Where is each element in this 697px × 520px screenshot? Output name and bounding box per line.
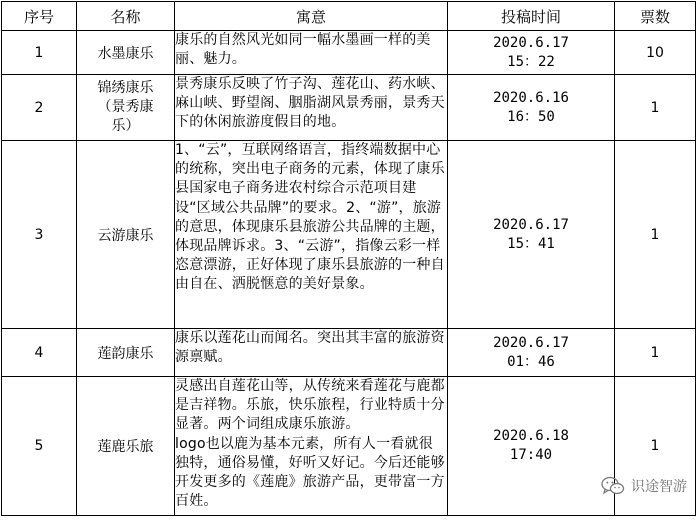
header-meaning: 寓意 bbox=[175, 2, 448, 31]
table-row bbox=[2, 377, 696, 516]
header-row bbox=[2, 2, 696, 31]
row-votes: 10 bbox=[615, 31, 696, 75]
row-time bbox=[448, 329, 615, 377]
row-time-text: 2020.6.17 01：46 bbox=[493, 334, 569, 370]
row-meaning: 康乐以莲花山而闻名。突出其丰富的旅游资源禀赋。 bbox=[175, 329, 448, 377]
header-num: 序号 bbox=[2, 2, 77, 31]
row-name: 莲韵康乐 bbox=[77, 329, 175, 377]
row-meaning bbox=[175, 377, 448, 516]
row-meaning-text: 灵感出自莲花山等，从传统来看莲花与鹿都是吉祥物。乐旅，快乐旅程，行业特质十分显著。两个词组成康乐旅游。 logo也以鹿为基本元素，所有人一看就很独特，通俗易懂，好听又好记。今后还能够开发更多的《莲鹿》旅游产品，更带富一方百姓。 bbox=[175, 378, 445, 510]
table-row bbox=[2, 31, 696, 75]
row-name-text: 锦绣康乐 （景秀康 乐） bbox=[97, 80, 154, 134]
row-meaning: 景秀康乐反映了竹子沟、莲花山、药水峡、麻山峡、野望阁、胭脂湖风景秀丽，景秀天下的休闲旅游度假目的地。 bbox=[175, 75, 448, 141]
row-name bbox=[77, 75, 175, 141]
table-row bbox=[2, 329, 696, 377]
row-time bbox=[448, 31, 615, 75]
table-row bbox=[2, 75, 696, 141]
header-votes: 票数 bbox=[615, 2, 696, 31]
header-name: 名称 bbox=[77, 2, 175, 31]
row-num: 2 bbox=[2, 75, 77, 141]
wechat-icon bbox=[601, 476, 625, 496]
row-num: 3 bbox=[2, 141, 77, 329]
row-name: 云游康乐 bbox=[77, 141, 175, 329]
table-row bbox=[2, 141, 696, 329]
row-meaning: 1、“云”，互联网络语言，指终端数据中心的统称，突出电子商务的元素，体现了康乐县国家电子商务进农村综合示范项目建设“区域公共品牌”的要求。2、“游”，旅游的意思，体现康乐县旅游公共品牌的主题，体现品牌诉求。3、“云游”，指像云彩一样恣意漂游，正好体现了康乐县旅游的一种自由自在、洒脱惬意的美好景象。 bbox=[175, 141, 448, 329]
row-time bbox=[448, 75, 615, 141]
row-num: 4 bbox=[2, 329, 77, 377]
row-num: 1 bbox=[2, 31, 77, 75]
row-time-text: 2020.6.18 17:40 bbox=[493, 428, 569, 463]
row-votes: 1 bbox=[615, 329, 696, 377]
submissions-table bbox=[1, 1, 696, 516]
row-name: 莲鹿乐旅 bbox=[77, 377, 175, 516]
row-time bbox=[448, 377, 615, 516]
row-time-text: 2020.6.17 15：22 bbox=[493, 34, 569, 70]
watermark bbox=[601, 476, 687, 496]
watermark-text: 识途智游 bbox=[631, 479, 687, 495]
row-votes: 1 bbox=[615, 75, 696, 141]
row-votes: 1 bbox=[615, 141, 696, 329]
row-time-text: 2020.6.17 15：41 bbox=[493, 216, 569, 252]
header-time: 投稿时间 bbox=[448, 2, 615, 31]
row-time-text: 2020.6.16 16：50 bbox=[493, 89, 569, 125]
row-name: 水墨康乐 bbox=[77, 31, 175, 75]
row-time bbox=[448, 141, 615, 329]
row-num: 5 bbox=[2, 377, 77, 516]
row-votes: 1 bbox=[615, 377, 696, 516]
row-meaning: 康乐的自然风光如同一幅水墨画一样的美丽、魅力。 bbox=[175, 31, 448, 75]
